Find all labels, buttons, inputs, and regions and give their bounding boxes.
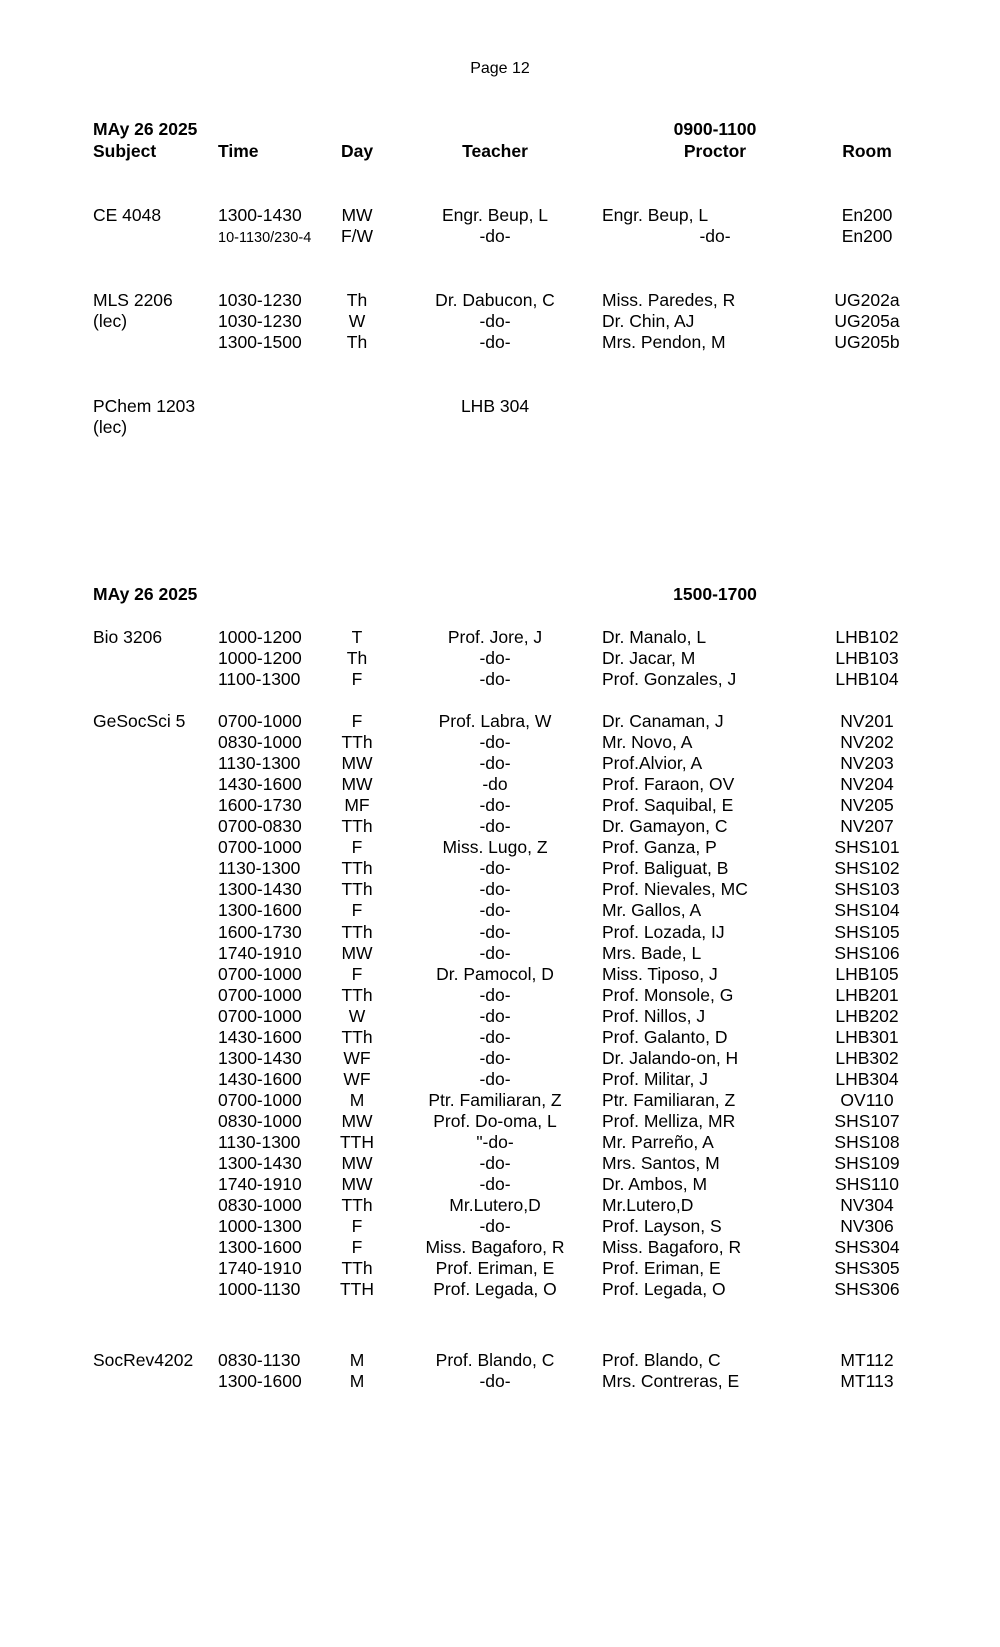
row-teacher: -do- — [479, 648, 511, 668]
row-time: 1130-1300 — [218, 858, 301, 879]
section-date: MAy 26 2025 — [93, 119, 198, 139]
row-room: NV207 — [840, 816, 894, 837]
row-room: SHS107 — [834, 1110, 900, 1131]
subject-subtitle: (lec) — [93, 311, 128, 331]
row-room: SHS102 — [834, 858, 900, 879]
row-time: 1300-1600 — [218, 1237, 302, 1258]
row-proctor: Mrs. Pendon, M — [602, 332, 726, 352]
row-teacher: -do- — [479, 1047, 511, 1068]
row-proctor: Mr. Novo, A — [602, 732, 693, 753]
row-day: F — [351, 711, 363, 731]
row-day: TTH — [339, 1132, 375, 1152]
row-day: M — [349, 1089, 365, 1110]
row-teacher: Dr. Dabucon, C — [435, 290, 555, 310]
row-teacher: -do- — [479, 984, 511, 1005]
row-day: MW — [341, 774, 373, 795]
row-day: TTh — [341, 1195, 373, 1216]
row-proctor: Prof. Nievales, MC — [602, 879, 748, 900]
header-teacher: Teacher — [462, 141, 528, 161]
section-time-slot: 0900-1100 — [673, 119, 757, 139]
row-teacher: Mr.Lutero,D — [449, 1195, 541, 1216]
row-teacher: Prof. Blando, C — [435, 1350, 555, 1370]
row-room: NV204 — [840, 774, 894, 795]
row-time: 0830-1000 — [218, 732, 302, 753]
row-room: LHB201 — [835, 984, 899, 1005]
subject-name: GeSocSci 5 — [93, 711, 186, 731]
row-room: SHS104 — [834, 900, 900, 921]
row-proctor: Prof. Ganza, P — [602, 837, 717, 858]
subject-note: LHB 304 — [460, 396, 530, 416]
row-room: En200 — [841, 205, 893, 225]
row-room: LHB302 — [835, 1047, 899, 1068]
row-day: F — [351, 1216, 363, 1237]
row-day: MW — [341, 205, 373, 225]
subject-name: SocRev4202 — [93, 1350, 194, 1370]
row-teacher: -do- — [479, 732, 511, 753]
row-proctor: Mrs. Bade, L — [602, 942, 702, 963]
row-day: TTh — [341, 858, 373, 879]
row-time: 1430-1600 — [218, 774, 302, 795]
row-time: 1000-1200 — [218, 627, 302, 647]
row-proctor: Dr. Manalo, L — [602, 627, 707, 647]
row-proctor: Prof. Baliguat, B — [602, 858, 729, 879]
row-day: W — [348, 311, 366, 331]
row-day: M — [349, 1350, 365, 1370]
row-day: WF — [343, 1047, 371, 1068]
row-time: 1300-1600 — [218, 900, 302, 921]
row-day: MW — [341, 1153, 373, 1174]
row-room: NV201 — [840, 711, 894, 731]
header-subject: Subject — [93, 141, 157, 161]
row-proctor: Mrs. Santos, M — [602, 1153, 720, 1174]
row-teacher: -do- — [479, 942, 511, 963]
row-room: SHS110 — [835, 1174, 899, 1195]
row-proctor: Dr. Ambos, M — [602, 1174, 708, 1195]
row-teacher: Dr. Pamocol, D — [436, 963, 554, 984]
row-proctor: Miss. Tiposo, J — [602, 963, 718, 984]
row-time: 1300-1430 — [218, 205, 302, 225]
row-time: 1100-1300 — [218, 669, 301, 689]
row-time: 1300-1430 — [218, 1047, 302, 1068]
row-day: F/W — [340, 226, 374, 246]
row-teacher: -do- — [479, 921, 511, 942]
row-proctor: Ptr. Familiaran, Z — [602, 1089, 736, 1110]
row-day: MW — [341, 942, 373, 963]
row-time: 1300-1500 — [218, 332, 302, 352]
row-teacher: -do- — [479, 1216, 511, 1237]
row-teacher: -do- — [479, 1026, 511, 1047]
row-proctor: Prof. Monsole, G — [602, 984, 734, 1005]
row-proctor: -do- — [699, 226, 731, 246]
row-proctor: Mr. Gallos, A — [602, 900, 702, 921]
row-room: OV110 — [840, 1089, 894, 1110]
row-room: LHB103 — [835, 648, 899, 668]
row-proctor: Mrs. Contreras, E — [602, 1371, 740, 1391]
subject-name: PChem 1203 — [93, 396, 196, 416]
row-proctor: Prof. Faraon, OV — [602, 774, 735, 795]
row-day: TTh — [341, 732, 373, 753]
row-teacher: -do- — [479, 1174, 511, 1195]
row-day: TTh — [341, 816, 373, 837]
row-proctor: Dr. Jacar, M — [602, 648, 696, 668]
row-teacher: -do- — [479, 669, 511, 689]
row-room: MT113 — [840, 1371, 894, 1391]
row-day: MF — [344, 795, 370, 816]
row-teacher: -do- — [479, 332, 511, 352]
row-room: LHB105 — [835, 963, 899, 984]
row-day: F — [351, 1237, 363, 1258]
row-room: LHB104 — [835, 669, 899, 689]
row-time: 1430-1600 — [218, 1068, 302, 1089]
row-day: Th — [346, 332, 368, 352]
row-time: 0700-1000 — [218, 711, 302, 731]
row-time: 1300-1430 — [218, 1153, 302, 1174]
row-teacher: -do- — [479, 900, 511, 921]
row-teacher: Ptr. Familiaran, Z — [428, 1089, 562, 1110]
row-room: SHS305 — [834, 1258, 900, 1279]
row-proctor: Dr. Canaman, J — [602, 711, 724, 731]
row-proctor: Prof. Galanto, D — [602, 1026, 728, 1047]
row-proctor: Prof. Lozada, IJ — [602, 921, 725, 942]
row-teacher: -do- — [479, 879, 511, 900]
row-day: MW — [341, 753, 373, 774]
row-proctor: Miss. Bagaforo, R — [602, 1237, 742, 1258]
row-proctor: Prof. Eriman, E — [602, 1258, 721, 1279]
row-time: 1740-1910 — [218, 1174, 302, 1195]
row-proctor: Prof. Layson, S — [602, 1216, 722, 1237]
row-proctor: Prof. Gonzales, J — [602, 669, 737, 689]
row-time: 1300-1430 — [218, 879, 302, 900]
row-time: 0700-1000 — [218, 837, 302, 858]
row-day: W — [348, 1005, 366, 1026]
row-teacher: Prof. Legada, O — [433, 1279, 557, 1300]
row-room: SHS106 — [834, 942, 900, 963]
row-teacher: -do- — [479, 1153, 511, 1174]
row-day: M — [349, 1371, 365, 1391]
row-room: SHS101 — [834, 837, 900, 858]
row-proctor: Prof. Nillos, J — [602, 1005, 706, 1026]
row-time: 0830-1130 — [218, 1350, 301, 1370]
row-day: WF — [343, 1068, 371, 1089]
row-room: LHB102 — [835, 627, 899, 647]
row-proctor: Prof. Melliza, MR — [602, 1110, 736, 1131]
row-proctor: Dr. Chin, AJ — [602, 311, 695, 331]
subject-name: MLS 2206 — [93, 290, 173, 310]
row-day: F — [351, 837, 363, 858]
row-time: 0830-1000 — [218, 1110, 302, 1131]
row-room: SHS103 — [834, 879, 900, 900]
row-room: SHS108 — [834, 1132, 900, 1152]
row-teacher: -do- — [479, 1068, 511, 1089]
row-room: NV304 — [840, 1195, 894, 1216]
row-time: 0700-1000 — [218, 1089, 302, 1110]
row-teacher: Engr. Beup, L — [441, 205, 549, 225]
row-room: LHB202 — [835, 1005, 899, 1026]
row-teacher: Prof. Eriman, E — [435, 1258, 555, 1279]
row-proctor: Prof. Militar, J — [602, 1068, 708, 1089]
row-day: TTh — [341, 1258, 373, 1279]
row-time: 1600-1730 — [218, 921, 302, 942]
header-proctor: Proctor — [683, 141, 747, 161]
row-teacher: -do — [482, 774, 508, 795]
row-teacher: Prof. Jore, J — [447, 627, 543, 647]
row-room: LHB304 — [835, 1068, 899, 1089]
subject-name: CE 4048 — [93, 205, 162, 225]
row-day: TTh — [341, 1026, 373, 1047]
row-room: MT112 — [840, 1350, 894, 1370]
row-proctor: Prof. Legada, O — [602, 1279, 726, 1300]
row-time: 1030-1230 — [218, 311, 302, 331]
row-room: NV203 — [840, 753, 894, 774]
subject-name: Bio 3206 — [93, 627, 163, 647]
row-teacher: Miss. Bagaforo, R — [425, 1237, 565, 1258]
row-room: UG205b — [834, 332, 900, 352]
row-day: F — [351, 963, 363, 984]
row-teacher: -do- — [479, 1005, 511, 1026]
row-time: 1000-1200 — [218, 648, 302, 668]
row-day: TTh — [341, 984, 373, 1005]
row-room: SHS304 — [834, 1237, 900, 1258]
row-proctor: Prof. Blando, C — [602, 1350, 721, 1370]
row-room: UG205a — [834, 311, 900, 331]
row-teacher: Miss. Lugo, Z — [442, 837, 548, 858]
row-proctor: Prof.Alvior, A — [602, 753, 703, 774]
row-time: 0830-1000 — [218, 1195, 302, 1216]
row-proctor: Dr. Jalando-on, H — [602, 1047, 739, 1068]
row-room: SHS105 — [834, 921, 900, 942]
row-teacher: -do- — [479, 858, 511, 879]
row-day: Th — [346, 648, 368, 668]
page-number: Page 12 — [470, 60, 530, 77]
row-teacher: -do- — [479, 753, 511, 774]
row-proctor: Mr.Lutero,D — [602, 1195, 694, 1216]
row-time: 1030-1230 — [218, 290, 302, 310]
row-time: 1600-1730 — [218, 795, 302, 816]
row-teacher: Prof. Labra, W — [438, 711, 552, 731]
row-teacher: -do- — [479, 226, 511, 246]
row-teacher: -do- — [479, 816, 511, 837]
row-time: 1430-1600 — [218, 1026, 302, 1047]
row-room: UG202a — [834, 290, 900, 310]
row-proctor: Miss. Paredes, R — [602, 290, 736, 310]
row-day: F — [351, 669, 363, 689]
row-room: NV202 — [840, 732, 894, 753]
row-day: T — [351, 627, 363, 647]
row-proctor: Engr. Beup, L — [602, 205, 709, 225]
row-room: SHS306 — [834, 1279, 900, 1300]
row-room: NV205 — [840, 795, 894, 816]
row-proctor: Mr. Parreño, A — [602, 1132, 714, 1152]
row-time: 1740-1910 — [218, 942, 302, 963]
row-time: 0700-1000 — [218, 984, 302, 1005]
row-day: MW — [341, 1110, 373, 1131]
row-day: TTH — [339, 1279, 375, 1300]
row-proctor: Dr. Gamayon, C — [602, 816, 728, 837]
header-time: Time — [218, 141, 259, 161]
row-time: 1740-1910 — [218, 1258, 302, 1279]
header-room: Room — [842, 141, 892, 161]
row-teacher: Prof. Do-oma, L — [433, 1110, 557, 1131]
row-room: SHS109 — [834, 1153, 900, 1174]
row-day: TTh — [341, 921, 373, 942]
row-time: 1130-1300 — [218, 1132, 301, 1152]
row-time: 1000-1130 — [218, 1279, 301, 1300]
row-teacher: -do- — [479, 795, 511, 816]
row-room: En200 — [841, 226, 893, 246]
row-room: LHB301 — [835, 1026, 899, 1047]
row-time: 10-1130/230-4 — [218, 230, 312, 246]
row-room: NV306 — [840, 1216, 894, 1237]
row-day: Th — [346, 290, 368, 310]
row-proctor: Prof. Saquibal, E — [602, 795, 734, 816]
row-teacher: "-do- — [476, 1132, 514, 1152]
row-day: TTh — [341, 879, 373, 900]
row-day: MW — [341, 1174, 373, 1195]
header-day: Day — [340, 141, 374, 161]
row-time: 0700-1000 — [218, 963, 302, 984]
section-time-slot: 1500-1700 — [673, 584, 757, 604]
row-teacher: -do- — [479, 1371, 511, 1391]
row-time: 1000-1300 — [218, 1216, 302, 1237]
section-date: MAy 26 2025 — [93, 584, 198, 604]
row-time: 0700-1000 — [218, 1005, 302, 1026]
subject-subtitle: (lec) — [93, 417, 128, 437]
row-time: 1300-1600 — [218, 1371, 302, 1391]
row-time: 1130-1300 — [218, 753, 301, 774]
row-time: 0700-0830 — [218, 816, 302, 837]
row-teacher: -do- — [479, 311, 511, 331]
row-day: F — [351, 900, 363, 921]
